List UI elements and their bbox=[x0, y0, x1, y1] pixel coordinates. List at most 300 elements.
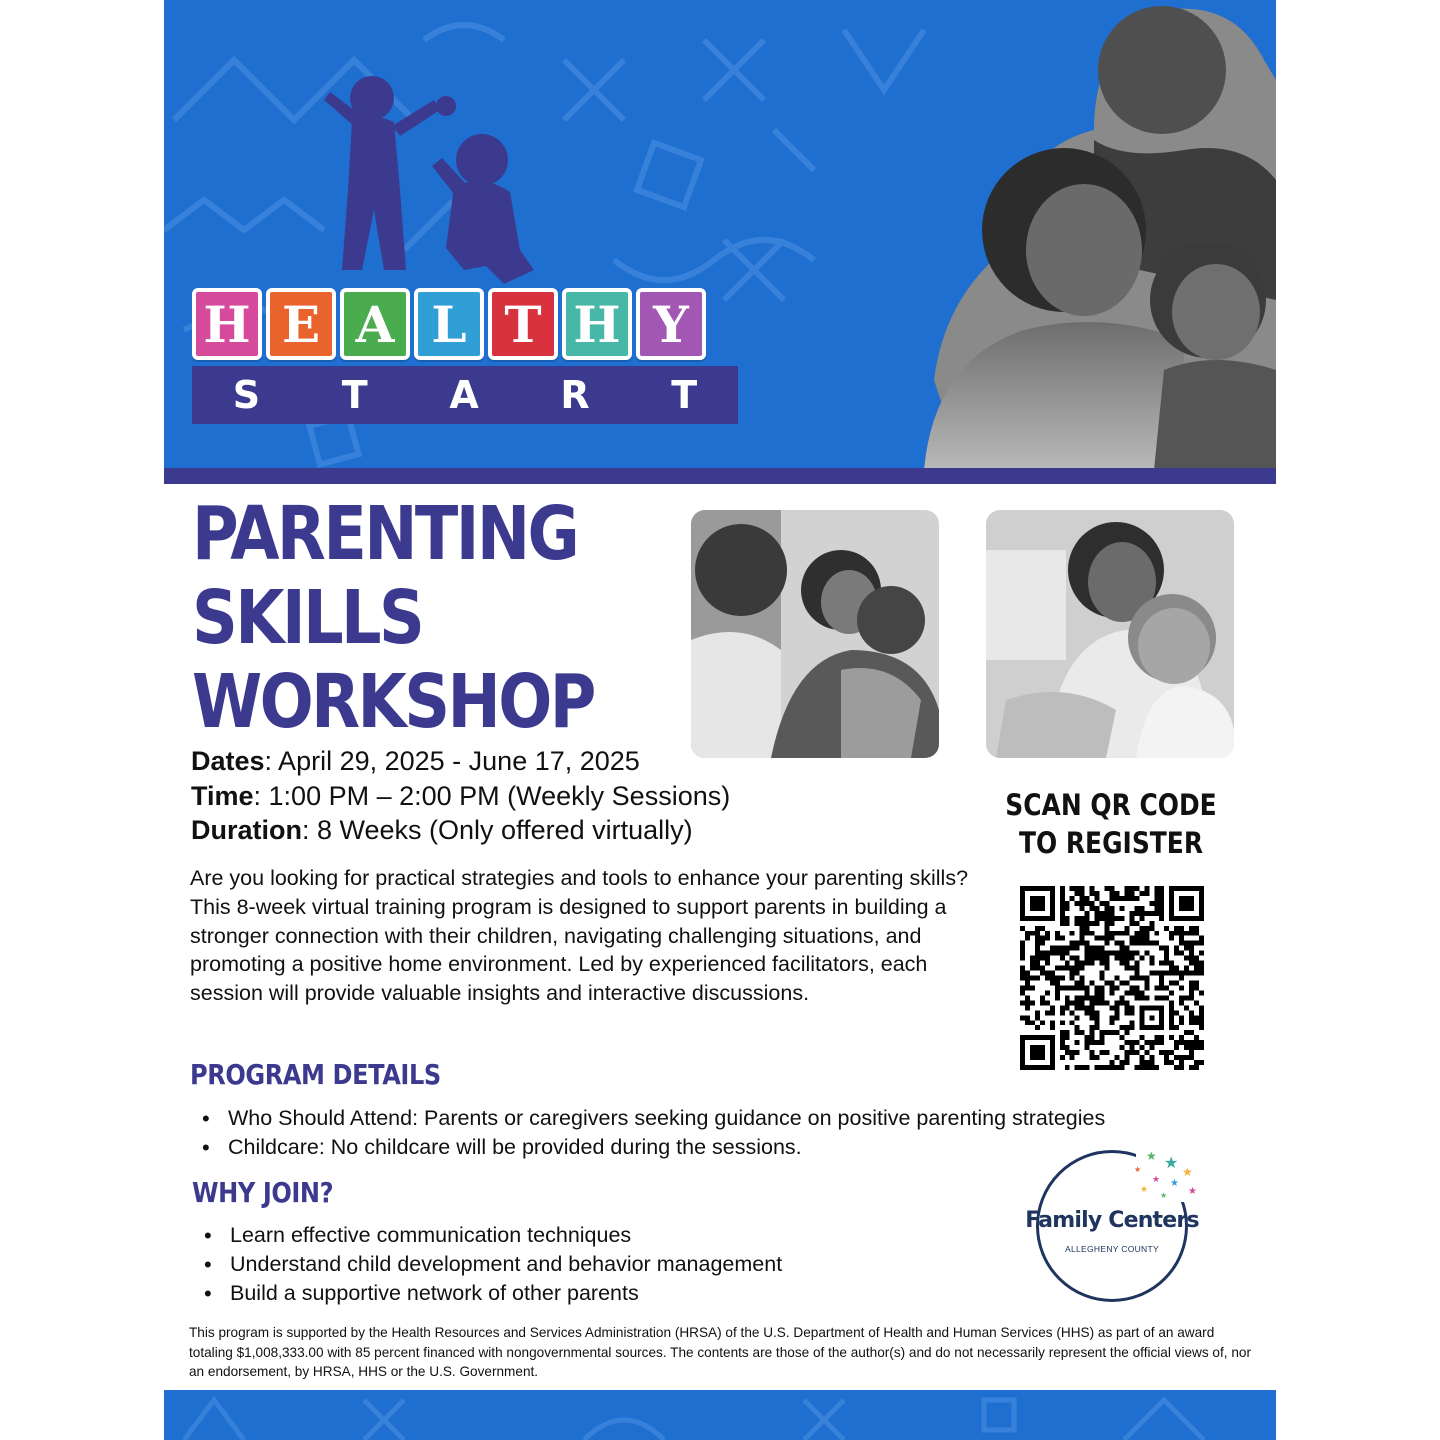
qr-module bbox=[1060, 1020, 1065, 1025]
qr-module bbox=[1085, 941, 1090, 946]
svg-text:★: ★ bbox=[1188, 1186, 1197, 1197]
list-item: • Understand child development and behavior management bbox=[194, 1250, 782, 1279]
why-join-heading: WHY JOIN? bbox=[192, 1176, 334, 1209]
qr-module bbox=[1114, 1055, 1119, 1060]
logo-start-letter: R bbox=[560, 373, 590, 417]
qr-module bbox=[1124, 896, 1129, 901]
qr-module bbox=[1134, 936, 1139, 941]
qr-module bbox=[1060, 1005, 1065, 1010]
qr-module bbox=[1060, 946, 1065, 951]
qr-module bbox=[1110, 891, 1115, 896]
qr-module bbox=[1134, 1040, 1139, 1045]
qr-module bbox=[1174, 946, 1179, 951]
qr-module bbox=[1090, 886, 1095, 891]
qr-module bbox=[1184, 1030, 1189, 1035]
qr-module bbox=[1129, 990, 1134, 995]
qr-module bbox=[1134, 1065, 1139, 1070]
qr-module bbox=[1055, 951, 1060, 956]
qr-module bbox=[1119, 931, 1124, 936]
qr-module bbox=[1179, 1055, 1184, 1060]
qr-module bbox=[1164, 1060, 1169, 1065]
qr-module bbox=[1075, 1065, 1080, 1070]
qr-module bbox=[1139, 976, 1144, 981]
qr-module bbox=[1105, 1000, 1110, 1005]
qr-module bbox=[1060, 1040, 1065, 1045]
qr-module bbox=[1149, 1065, 1154, 1070]
qr-module bbox=[1154, 896, 1159, 901]
qr-module bbox=[1119, 906, 1124, 911]
qr-module bbox=[1070, 966, 1075, 971]
qr-module bbox=[1189, 1045, 1194, 1050]
qr-module bbox=[1114, 891, 1119, 896]
qr-module bbox=[1100, 1050, 1105, 1055]
qr-module bbox=[1040, 936, 1045, 941]
qr-module bbox=[1184, 931, 1189, 936]
qr-module bbox=[1090, 1040, 1095, 1045]
logo-block: H bbox=[192, 288, 262, 360]
qr-module bbox=[1045, 971, 1050, 976]
qr-module bbox=[1179, 976, 1184, 981]
qr-module bbox=[1065, 1050, 1070, 1055]
qr-module bbox=[1124, 1050, 1129, 1055]
logo-block: A bbox=[340, 288, 410, 360]
qr-module bbox=[1105, 886, 1110, 891]
qr-module bbox=[1149, 1055, 1154, 1060]
qr-module bbox=[1075, 1030, 1080, 1035]
logo-block: H bbox=[562, 288, 632, 360]
qr-module bbox=[1129, 1050, 1134, 1055]
qr-module bbox=[1055, 976, 1060, 981]
qr-module bbox=[1169, 1025, 1174, 1030]
qr-module bbox=[1065, 906, 1070, 911]
qr-module bbox=[1075, 971, 1080, 976]
qr-module bbox=[1085, 985, 1090, 990]
qr-module bbox=[1164, 951, 1169, 956]
mother-baby-photo bbox=[986, 510, 1234, 758]
svg-text:★: ★ bbox=[1146, 1149, 1157, 1163]
qr-module bbox=[1154, 886, 1159, 891]
qr-module bbox=[1124, 926, 1129, 931]
qr-module bbox=[1164, 956, 1169, 961]
qr-module bbox=[1129, 985, 1134, 990]
qr-module bbox=[1179, 1065, 1184, 1070]
qr-module bbox=[1110, 980, 1115, 985]
qr-module bbox=[1169, 1035, 1174, 1040]
qr-module bbox=[1189, 956, 1194, 961]
qr-module bbox=[1095, 990, 1100, 995]
qr-module bbox=[1164, 995, 1169, 1000]
qr-module bbox=[1144, 936, 1149, 941]
qr-module bbox=[1095, 1025, 1100, 1030]
qr-module bbox=[1134, 896, 1139, 901]
qr-module bbox=[1110, 931, 1115, 936]
qr-module bbox=[1134, 886, 1139, 891]
qr-module bbox=[1100, 936, 1105, 941]
qr-module bbox=[1045, 976, 1050, 981]
qr-module bbox=[1144, 1060, 1149, 1065]
qr-module bbox=[1154, 1035, 1159, 1040]
qr-module bbox=[1144, 926, 1149, 931]
qr-module bbox=[1105, 926, 1110, 931]
qr-module bbox=[1159, 906, 1164, 911]
qr-module bbox=[1139, 891, 1144, 896]
qr-module bbox=[1065, 901, 1070, 906]
qr-module bbox=[1090, 921, 1095, 926]
qr-module bbox=[1100, 971, 1105, 976]
qr-module bbox=[1080, 976, 1085, 981]
title-line: PARENTING bbox=[192, 491, 578, 577]
qr-module bbox=[1194, 966, 1199, 971]
qr-module bbox=[1110, 1005, 1115, 1010]
qr-module bbox=[1055, 966, 1060, 971]
qr-module bbox=[1105, 936, 1110, 941]
qr-module bbox=[1159, 911, 1164, 916]
dates-label: Dates bbox=[191, 746, 265, 776]
qr-module bbox=[1065, 1030, 1070, 1035]
qr-module bbox=[1090, 1025, 1095, 1030]
qr-module bbox=[1139, 1035, 1144, 1040]
qr-module bbox=[1194, 931, 1199, 936]
qr-module bbox=[1134, 995, 1139, 1000]
qr-module bbox=[1134, 911, 1139, 916]
qr-module bbox=[1055, 931, 1060, 936]
qr-module bbox=[1149, 941, 1154, 946]
qr-module bbox=[1105, 966, 1110, 971]
qr-module bbox=[1110, 1030, 1115, 1035]
qr-module bbox=[1169, 1050, 1174, 1055]
qr-module bbox=[1174, 1010, 1179, 1015]
qr-module bbox=[1174, 980, 1179, 985]
qr-module bbox=[1070, 956, 1075, 961]
list-item: • Learn effective communication techniques bbox=[194, 1221, 782, 1250]
qr-module bbox=[1090, 1050, 1095, 1055]
healthy-start-logo bbox=[192, 288, 740, 424]
qr-module bbox=[1114, 985, 1119, 990]
qr-module bbox=[1179, 931, 1184, 936]
qr-module bbox=[1179, 951, 1184, 956]
qr-module bbox=[1045, 936, 1050, 941]
qr-module bbox=[1020, 926, 1025, 931]
qr-module bbox=[1134, 976, 1139, 981]
qr-module bbox=[1035, 941, 1040, 946]
qr-module bbox=[1085, 901, 1090, 906]
qr-module bbox=[1154, 971, 1159, 976]
qr-module bbox=[1105, 1030, 1110, 1035]
qr-module bbox=[1139, 990, 1144, 995]
qr-module bbox=[1119, 956, 1124, 961]
qr-module bbox=[1085, 1045, 1090, 1050]
qr-module bbox=[1045, 1000, 1050, 1005]
qr-module bbox=[1189, 1050, 1194, 1055]
qr-module bbox=[1020, 1000, 1025, 1005]
qr-module bbox=[1110, 1060, 1115, 1065]
qr-module bbox=[1085, 961, 1090, 966]
registration-qr-code[interactable] bbox=[1020, 886, 1204, 1070]
qr-module bbox=[1030, 961, 1035, 966]
qr-module bbox=[1159, 980, 1164, 985]
qr-module bbox=[1119, 1060, 1124, 1065]
qr-module bbox=[1139, 1055, 1144, 1060]
scan-qr-label bbox=[1004, 786, 1219, 862]
qr-module bbox=[1080, 995, 1085, 1000]
qr-module bbox=[1055, 946, 1060, 951]
qr-module bbox=[1189, 1010, 1194, 1015]
qr-module bbox=[1085, 1040, 1090, 1045]
qr-module bbox=[1030, 1020, 1035, 1025]
qr-module bbox=[1085, 931, 1090, 936]
logo-block: L bbox=[414, 288, 484, 360]
qr-module bbox=[1100, 956, 1105, 961]
title-line: WORKSHOP bbox=[192, 659, 594, 745]
qr-module bbox=[1085, 946, 1090, 951]
qr-module bbox=[1075, 921, 1080, 926]
qr-module bbox=[1154, 911, 1159, 916]
qr-module bbox=[1144, 941, 1149, 946]
qr-module bbox=[1199, 1005, 1204, 1010]
qr-module bbox=[1095, 1000, 1100, 1005]
qr-module bbox=[1124, 1040, 1129, 1045]
qr-module bbox=[1199, 1060, 1204, 1065]
qr-module bbox=[1194, 961, 1199, 966]
qr-module bbox=[1119, 896, 1124, 901]
qr-module bbox=[1110, 1065, 1115, 1070]
qr-module bbox=[1090, 901, 1095, 906]
qr-module bbox=[1105, 1065, 1110, 1070]
qr-module bbox=[1110, 911, 1115, 916]
logo-block: T bbox=[488, 288, 558, 360]
qr-module bbox=[1189, 1040, 1194, 1045]
qr-module bbox=[1124, 891, 1129, 896]
qr-module bbox=[1085, 951, 1090, 956]
qr-module bbox=[1169, 1020, 1174, 1025]
qr-module bbox=[1040, 966, 1045, 971]
qr-module bbox=[1070, 976, 1075, 981]
qr-module bbox=[1090, 1035, 1095, 1040]
qr-module bbox=[1199, 1025, 1204, 1030]
qr-module bbox=[1100, 995, 1105, 1000]
qr-module bbox=[1055, 985, 1060, 990]
qr-module bbox=[1075, 1015, 1080, 1020]
qr-module bbox=[1045, 990, 1050, 995]
qr-module bbox=[1194, 1040, 1199, 1045]
qr-module bbox=[1179, 936, 1184, 941]
qr-module bbox=[1179, 971, 1184, 976]
qr-module bbox=[1030, 956, 1035, 961]
qr-module bbox=[1110, 906, 1115, 911]
qr-module bbox=[1080, 916, 1085, 921]
qr-module bbox=[1020, 951, 1025, 956]
qr-module bbox=[1194, 980, 1199, 985]
qr-module bbox=[1154, 1040, 1159, 1045]
qr-module bbox=[1090, 1030, 1095, 1035]
qr-module bbox=[1194, 1015, 1199, 1020]
qr-module bbox=[1154, 906, 1159, 911]
qr-module bbox=[1124, 980, 1129, 985]
qr-module bbox=[1144, 995, 1149, 1000]
qr-module bbox=[1184, 966, 1189, 971]
qr-module bbox=[1149, 961, 1154, 966]
qr-module bbox=[1154, 995, 1159, 1000]
qr-module bbox=[1100, 1000, 1105, 1005]
qr-module bbox=[1179, 1035, 1184, 1040]
qr-module bbox=[1090, 931, 1095, 936]
qr-module bbox=[1095, 956, 1100, 961]
qr-module bbox=[1119, 961, 1124, 966]
qr-module bbox=[1060, 985, 1065, 990]
qr-module bbox=[1055, 980, 1060, 985]
qr-module bbox=[1055, 936, 1060, 941]
qr-module bbox=[1189, 1055, 1194, 1060]
qr-module bbox=[1159, 961, 1164, 966]
qr-module bbox=[1020, 956, 1025, 961]
qr-module bbox=[1124, 1060, 1129, 1065]
qr-module bbox=[1174, 926, 1179, 931]
qr-module bbox=[1035, 946, 1040, 951]
qr-module bbox=[1174, 971, 1179, 976]
qr-module bbox=[1189, 926, 1194, 931]
qr-module bbox=[1169, 1005, 1174, 1010]
qr-module bbox=[1060, 886, 1065, 891]
qr-module bbox=[1095, 951, 1100, 956]
qr-module bbox=[1144, 985, 1149, 990]
qr-module bbox=[1070, 1055, 1075, 1060]
qr-module bbox=[1189, 1015, 1194, 1020]
qr-module bbox=[1040, 971, 1045, 976]
event-meta bbox=[191, 744, 730, 848]
qr-module bbox=[1174, 966, 1179, 971]
qr-module bbox=[1025, 971, 1030, 976]
partner-name: Family Centers bbox=[1025, 1208, 1199, 1233]
qr-module bbox=[1060, 1010, 1065, 1015]
qr-module bbox=[1060, 966, 1065, 971]
qr-module bbox=[1105, 921, 1110, 926]
family-centers-logo bbox=[1016, 1146, 1206, 1306]
qr-module bbox=[1095, 1040, 1100, 1045]
qr-module bbox=[1134, 1050, 1139, 1055]
qr-module bbox=[1065, 966, 1070, 971]
qr-module bbox=[1025, 1015, 1030, 1020]
logo-start-letter: S bbox=[232, 373, 261, 417]
qr-module bbox=[1105, 931, 1110, 936]
qr-module bbox=[1144, 886, 1149, 891]
qr-module bbox=[1129, 896, 1134, 901]
qr-module bbox=[1159, 901, 1164, 906]
qr-module bbox=[1159, 1040, 1164, 1045]
qr-module bbox=[1139, 926, 1144, 931]
qr-module bbox=[1169, 936, 1174, 941]
qr-module bbox=[1199, 941, 1204, 946]
program-details-heading: PROGRAM DETAILS bbox=[190, 1058, 441, 1091]
qr-module bbox=[1075, 985, 1080, 990]
qr-module bbox=[1090, 961, 1095, 966]
qr-module bbox=[1095, 936, 1100, 941]
qr-module bbox=[1080, 896, 1085, 901]
svg-text:★: ★ bbox=[1134, 1165, 1142, 1174]
qr-module bbox=[1020, 990, 1025, 995]
logo-blocks bbox=[192, 288, 706, 360]
qr-module bbox=[1050, 946, 1055, 951]
qr-module bbox=[1139, 911, 1144, 916]
qr-module bbox=[1090, 995, 1095, 1000]
qr-module bbox=[1065, 951, 1070, 956]
qr-module bbox=[1134, 985, 1139, 990]
qr-module bbox=[1090, 956, 1095, 961]
qr-module bbox=[1119, 1065, 1124, 1070]
qr-module bbox=[1065, 916, 1070, 921]
qr-module bbox=[1085, 990, 1090, 995]
qr-module bbox=[1199, 961, 1204, 966]
qr-module bbox=[1159, 985, 1164, 990]
qr-module bbox=[1070, 896, 1075, 901]
qr-module bbox=[1144, 951, 1149, 956]
qr-module bbox=[1045, 956, 1050, 961]
qr-module bbox=[1075, 946, 1080, 951]
qr-module bbox=[1070, 886, 1075, 891]
qr-module bbox=[1060, 951, 1065, 956]
qr-module bbox=[1134, 990, 1139, 995]
qr-module bbox=[1134, 966, 1139, 971]
qr-module bbox=[1020, 971, 1025, 976]
qr-module bbox=[1030, 976, 1035, 981]
qr-module bbox=[1189, 985, 1194, 990]
qr-module bbox=[1184, 1005, 1189, 1010]
qr-module bbox=[1110, 916, 1115, 921]
qr-module bbox=[1050, 980, 1055, 985]
qr-module bbox=[1050, 1010, 1055, 1015]
qr-module bbox=[1144, 976, 1149, 981]
qr-module bbox=[1164, 1050, 1169, 1055]
qr-module bbox=[1114, 951, 1119, 956]
qr-module bbox=[1105, 951, 1110, 956]
qr-module bbox=[1025, 995, 1030, 1000]
qr-module bbox=[1154, 1065, 1159, 1070]
qr-module bbox=[1129, 941, 1134, 946]
qr-module bbox=[1105, 980, 1110, 985]
qr-module bbox=[1114, 941, 1119, 946]
stars-icon bbox=[1126, 1146, 1206, 1206]
qr-module bbox=[1199, 1020, 1204, 1025]
qr-module bbox=[1050, 976, 1055, 981]
title-line: SKILLS bbox=[192, 575, 423, 661]
logo-start-letter: A bbox=[449, 373, 479, 417]
qr-module bbox=[1174, 1040, 1179, 1045]
qr-module bbox=[1129, 1045, 1134, 1050]
qr-module bbox=[1169, 1000, 1174, 1005]
qr-module bbox=[1124, 1005, 1129, 1010]
qr-module bbox=[1075, 956, 1080, 961]
qr-module bbox=[1100, 961, 1105, 966]
qr-module bbox=[1090, 1055, 1095, 1060]
qr-module bbox=[1129, 1040, 1134, 1045]
qr-module bbox=[1164, 971, 1169, 976]
qr-module bbox=[1174, 1025, 1179, 1030]
qr-module bbox=[1124, 931, 1129, 936]
qr-module bbox=[1194, 985, 1199, 990]
svg-text:★: ★ bbox=[1182, 1165, 1193, 1179]
qr-module bbox=[1100, 1065, 1105, 1070]
qr-module bbox=[1199, 936, 1204, 941]
qr-module bbox=[1080, 1065, 1085, 1070]
qr-module bbox=[1035, 956, 1040, 961]
qr-module bbox=[1035, 931, 1040, 936]
qr-module bbox=[1149, 921, 1154, 926]
qr-module bbox=[1100, 976, 1105, 981]
qr-module bbox=[1085, 995, 1090, 1000]
qr-module bbox=[1124, 1055, 1129, 1060]
qr-module bbox=[1194, 926, 1199, 931]
qr-module bbox=[1050, 951, 1055, 956]
qr-module bbox=[1035, 1025, 1040, 1030]
